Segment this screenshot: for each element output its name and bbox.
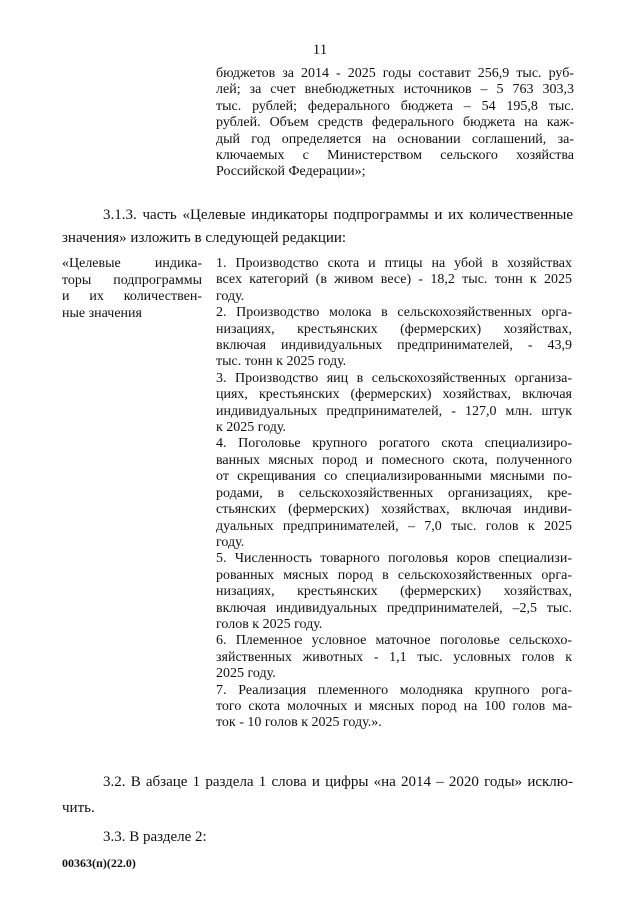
- indicator-item-2: [216, 305, 572, 371]
- indicators-label: [62, 256, 202, 322]
- footer-code: 00363(п)(22.0): [62, 856, 136, 870]
- text-line: того скота молочных и мясных пород на 100 голов ма-: [216, 698, 572, 714]
- section-3-1-3-line1: [103, 206, 573, 224]
- text-line: включая индивидуальных предпринимателей, - 43,9: [216, 338, 572, 354]
- text-line: родами, в сельскохозяйственных организациях, кре-: [216, 485, 572, 501]
- text-line: дый год определяется на основании соглашений, за-: [216, 131, 574, 147]
- section-3-3: 3.3. В разделе 2:: [103, 829, 207, 845]
- text-line: 1. Производство скота и птицы на убой в хозяйствах: [216, 256, 572, 271]
- indicator-item-4: [216, 436, 572, 551]
- text-line: году.: [216, 534, 245, 550]
- text-line: ток - 10 голов к 2025 году.».: [216, 715, 382, 731]
- indicator-item-7: [216, 683, 572, 732]
- text-line: 2. Производство молока в сельскохозяйственных орга-: [216, 305, 572, 321]
- text-line: голов к 2025 году.: [216, 616, 323, 632]
- text-line: от скрещивания со специализированными мясными по-: [216, 469, 572, 485]
- text-line: ные значения: [62, 305, 142, 321]
- text-line: 3. Производство яиц в сельскохозяйственных организа-: [216, 370, 572, 386]
- text-line: дуальных предпринимателей, – 7,0 тыс. голов к 2025: [216, 518, 572, 534]
- text-line: лей; за счет внебюджетных источников – 5 763 303,3: [216, 82, 574, 98]
- section-3-2-line2: чить.: [62, 800, 95, 816]
- text-line: 6. Племенное условное маточное поголовье сельскохо-: [216, 633, 572, 649]
- text-line: рублей. Объем средств федерального бюджета на каж-: [216, 115, 574, 131]
- indicator-item-3: [216, 371, 572, 437]
- section-3-1-3-line2: значения» изложить в следующей редакции:: [62, 230, 347, 246]
- section-3-2-line1: [103, 773, 573, 791]
- text-line: к 2025 году.: [216, 420, 287, 436]
- text-line: 4. Поголовье крупного рогатого скота специализиро-: [216, 436, 572, 452]
- indicator-item-6: [216, 633, 572, 682]
- text-line: низациях, крестьянских (фермерских) хозяйствах,: [216, 321, 572, 337]
- page-number: 11: [312, 42, 328, 58]
- text-line: индивидуальных предпринимателей, - 127,0 млн. штук: [216, 403, 572, 419]
- text-line: 7. Реализация племенного молодняка крупного рога-: [216, 682, 572, 698]
- indicator-item-1: [216, 256, 572, 305]
- text-line: рованных мясных пород в сельскохозяйственных орга-: [216, 567, 572, 583]
- text-line: стьянских (фермерских) хозяйствах, включая индиви-: [216, 502, 572, 518]
- indicators-list: [216, 256, 572, 732]
- text-line: низациях, крестьянских (фермерских) хозяйствах,: [216, 584, 572, 600]
- text-line: торы подпрограммы: [62, 272, 202, 288]
- text-line: включая индивидуальных предпринимателей, –2,5 тыс.: [216, 600, 572, 616]
- text-line: 3.1.3. часть «Целевые индикаторы подпрограммы и их количественные: [103, 207, 573, 223]
- text-line: ванных мясных пород и помесного скота, полученного: [216, 452, 572, 468]
- text-line: 5. Численность товарного поголовья коров специализи-: [216, 551, 572, 567]
- text-line: циях, крестьянских (фермерских) хозяйствах, включая: [216, 387, 572, 403]
- text-line: ключаемых с Министерством сельского хозяйства: [216, 148, 574, 164]
- text-line: 3.2. В абзаце 1 раздела 1 слова и цифры «на 2014 – 2020 годы» исклю-: [103, 774, 573, 790]
- indicator-item-5: [216, 551, 572, 633]
- budget-paragraph: [216, 66, 574, 181]
- text-line: 2025 году.: [216, 666, 276, 682]
- text-line: и их количествен-: [62, 289, 202, 304]
- text-line: зяйственных животных - 1,1 тыс. условных голов к: [216, 649, 572, 665]
- text-line: бюджетов за 2014 - 2025 годы составит 256,9 тыс. руб-: [216, 66, 574, 81]
- text-line: «Целевые индика-: [62, 256, 202, 271]
- text-line: всех категорий (в живом весе) - 18,2 тыс. тонн к 2025: [216, 272, 572, 288]
- text-line: Российской Федерации»;: [216, 164, 366, 180]
- text-line: году.: [216, 288, 245, 304]
- text-line: тыс. рублей; федерального бюджета – 54 195,8 тыс.: [216, 98, 574, 114]
- text-line: тыс. тонн к 2025 году.: [216, 354, 347, 370]
